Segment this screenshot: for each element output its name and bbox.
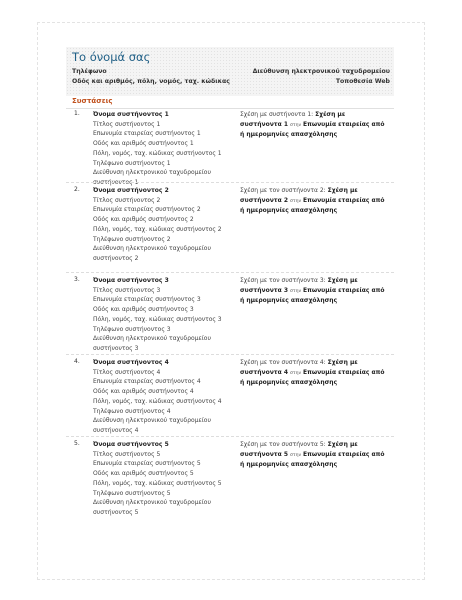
reference-name[interactable]: Όνομα συστήνοντος 1 bbox=[93, 111, 169, 118]
relationship-company: Επωνυμία εταιρείας από bbox=[303, 368, 385, 376]
relationship-prefix: Σχέση με bbox=[327, 359, 358, 366]
website-field[interactable]: Τοποθεσία Web bbox=[335, 78, 390, 85]
section-title-references: Συστάσεις bbox=[72, 97, 113, 105]
relationship-dates: ή ημερομηνίες απασχόλησης bbox=[240, 207, 338, 215]
reference-email-owner[interactable]: συστήνοντος 3 bbox=[93, 344, 139, 352]
reference-phone[interactable]: Τηλέφωνο συστήνοντος 5 bbox=[93, 489, 171, 497]
reference-street[interactable]: Οδός και αριθμός συστήνοντος 2 bbox=[93, 216, 194, 224]
relationship-label: Σχέση με τον συστήνοντα 5: bbox=[240, 441, 326, 448]
reference-details bbox=[93, 186, 243, 264]
reference-email-owner[interactable]: συστήνοντος 1 bbox=[93, 178, 139, 186]
reference-name[interactable]: Όνομα συστήνοντος 3 bbox=[93, 277, 169, 284]
reference-relationship[interactable] bbox=[240, 186, 390, 216]
relationship-dates: ή ημερομηνίες απασχόλησης bbox=[240, 131, 338, 139]
relationship-prefix: Σχέση με bbox=[327, 187, 358, 194]
relationship-dates: ή ημερομηνίες απασχόλησης bbox=[240, 297, 338, 305]
relationship-referee: συστήνοντα 2 bbox=[240, 196, 289, 204]
relationship-company: Επωνυμία εταιρείας από bbox=[303, 450, 385, 458]
reference-company[interactable]: Επωνυμία εταιρείας συστήνοντος 3 bbox=[93, 296, 201, 304]
reference-email-label[interactable]: Διεύθυνση ηλεκτρονικού ταχυδρομείου bbox=[93, 169, 211, 177]
relationship-referee: συστήνοντα 5 bbox=[240, 450, 289, 458]
relationship-connector: στην bbox=[289, 122, 302, 128]
reference-number: 2. bbox=[74, 186, 80, 193]
relationship-prefix: Σχέση με bbox=[327, 277, 358, 284]
relationship-company: Επωνυμία εταιρείας από bbox=[303, 196, 385, 204]
reference-city[interactable]: Πόλη, νομός, ταχ. κώδικας συστήνοντος 1 bbox=[93, 149, 222, 157]
reference-number: 1. bbox=[74, 110, 80, 117]
reference-phone[interactable]: Τηλέφωνο συστήνοντος 3 bbox=[93, 325, 171, 333]
reference-details bbox=[93, 276, 243, 354]
reference-relationship[interactable] bbox=[240, 358, 390, 388]
email-field[interactable]: Διεύθυνση ηλεκτρονικού ταχυδρομείου bbox=[252, 68, 390, 75]
reference-separator bbox=[66, 182, 394, 183]
phone-field[interactable]: Τηλέφωνο bbox=[72, 68, 107, 75]
reference-separator bbox=[66, 272, 394, 273]
relationship-label: Σχέση με τον συστήνοντα 3: bbox=[240, 277, 326, 284]
reference-city[interactable]: Πόλη, νομός, ταχ. κώδικας συστήνοντος 5 bbox=[93, 479, 222, 487]
relationship-label: Σχέση με τον συστήνοντα 4: bbox=[240, 359, 326, 366]
reference-title[interactable]: Τίτλος συστήνοντος 4 bbox=[93, 368, 161, 376]
relationship-dates: ή ημερομηνίες απασχόλησης bbox=[240, 461, 338, 469]
reference-street[interactable]: Οδός και αριθμός συστήνοντος 1 bbox=[93, 140, 194, 148]
reference-title[interactable]: Τίτλος συστήνοντος 3 bbox=[93, 286, 161, 294]
reference-street[interactable]: Οδός και αριθμός συστήνοντος 4 bbox=[93, 388, 194, 396]
reference-company[interactable]: Επωνυμία εταιρείας συστήνοντος 1 bbox=[93, 130, 201, 138]
reference-details bbox=[93, 440, 243, 518]
relationship-label: Σχέση με συστήνοντα 1: bbox=[240, 111, 314, 118]
reference-name[interactable]: Όνομα συστήνοντος 5 bbox=[93, 441, 169, 448]
reference-separator bbox=[66, 436, 394, 437]
reference-title[interactable]: Τίτλος συστήνοντος 5 bbox=[93, 450, 161, 458]
reference-company[interactable]: Επωνυμία εταιρείας συστήνοντος 2 bbox=[93, 206, 201, 214]
relationship-company: Επωνυμία εταιρείας από bbox=[303, 120, 385, 128]
reference-title[interactable]: Τίτλος συστήνοντος 2 bbox=[93, 196, 161, 204]
reference-city[interactable]: Πόλη, νομός, ταχ. κώδικας συστήνοντος 4 bbox=[93, 397, 222, 405]
reference-number: 3. bbox=[74, 276, 80, 283]
relationship-label: Σχέση με τον συστήνοντα 2: bbox=[240, 187, 326, 194]
relationship-connector: στην bbox=[289, 198, 302, 204]
reference-company[interactable]: Επωνυμία εταιρείας συστήνοντος 5 bbox=[93, 460, 201, 468]
relationship-prefix: Σχέση με bbox=[327, 441, 358, 448]
reference-relationship[interactable] bbox=[240, 276, 390, 306]
reference-email-label[interactable]: Διεύθυνση ηλεκτρονικού ταχυδρομείου bbox=[93, 335, 211, 343]
address-field[interactable]: Οδός και αριθμός, πόλη, νομός, ταχ. κώδικας bbox=[72, 78, 230, 85]
section-divider bbox=[66, 108, 394, 109]
reference-relationship[interactable] bbox=[240, 440, 390, 470]
relationship-connector: στην bbox=[289, 288, 302, 294]
reference-street[interactable]: Οδός και αριθμός συστήνοντος 3 bbox=[93, 306, 194, 314]
relationship-referee: συστήνοντα 1 bbox=[240, 120, 289, 128]
reference-relationship[interactable] bbox=[240, 110, 390, 140]
reference-street[interactable]: Οδός και αριθμός συστήνοντος 5 bbox=[93, 470, 194, 478]
your-name[interactable]: Το όνομά σας bbox=[72, 50, 151, 64]
reference-name[interactable]: Όνομα συστήνοντος 4 bbox=[93, 359, 169, 366]
reference-city[interactable]: Πόλη, νομός, ταχ. κώδικας συστήνοντος 3 bbox=[93, 315, 222, 323]
relationship-prefix: Σχέση με bbox=[315, 111, 346, 118]
relationship-connector: στην bbox=[289, 370, 302, 376]
reference-number: 4. bbox=[74, 358, 80, 365]
reference-email-owner[interactable]: συστήνοντος 2 bbox=[93, 254, 139, 262]
reference-email-label[interactable]: Διεύθυνση ηλεκτρονικού ταχυδρομείου bbox=[93, 417, 211, 425]
relationship-referee: συστήνοντα 4 bbox=[240, 368, 289, 376]
reference-title[interactable]: Τίτλος συστήνοντος 1 bbox=[93, 120, 161, 128]
reference-details bbox=[93, 110, 243, 188]
reference-name[interactable]: Όνομα συστήνοντος 2 bbox=[93, 187, 169, 194]
reference-email-label[interactable]: Διεύθυνση ηλεκτρονικού ταχυδρομείου bbox=[93, 499, 211, 507]
reference-company[interactable]: Επωνυμία εταιρείας συστήνοντος 4 bbox=[93, 378, 201, 386]
relationship-connector: στην bbox=[289, 452, 302, 458]
relationship-referee: συστήνοντα 3 bbox=[240, 286, 289, 294]
relationship-company: Επωνυμία εταιρείας από bbox=[303, 286, 385, 294]
relationship-dates: ή ημερομηνίες απασχόλησης bbox=[240, 379, 338, 387]
reference-phone[interactable]: Τηλέφωνο συστήνοντος 4 bbox=[93, 407, 171, 415]
reference-email-owner[interactable]: συστήνοντος 4 bbox=[93, 426, 139, 434]
reference-number: 5. bbox=[74, 440, 80, 447]
reference-email-label[interactable]: Διεύθυνση ηλεκτρονικού ταχυδρομείου bbox=[93, 245, 211, 253]
reference-details bbox=[93, 358, 243, 436]
reference-email-owner[interactable]: συστήνοντος 5 bbox=[93, 508, 139, 516]
reference-phone[interactable]: Τηλέφωνο συστήνοντος 2 bbox=[93, 235, 171, 243]
reference-separator bbox=[66, 354, 394, 355]
reference-phone[interactable]: Τηλέφωνο συστήνοντος 1 bbox=[93, 159, 171, 167]
reference-city[interactable]: Πόλη, νομός, ταχ. κώδικας συστήνοντος 2 bbox=[93, 225, 222, 233]
